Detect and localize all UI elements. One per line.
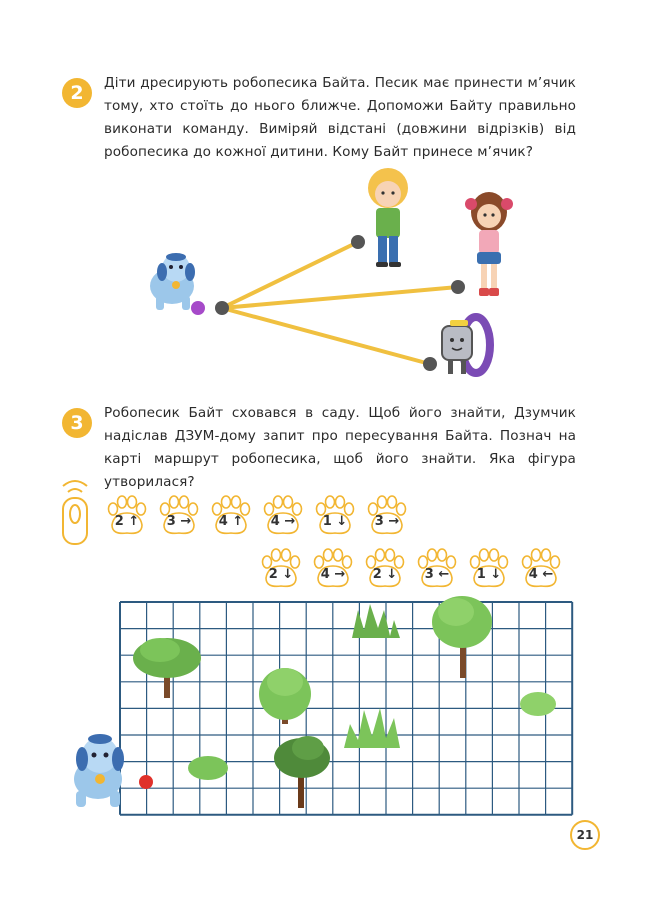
distance-diagram xyxy=(0,160,650,390)
task-3-number: 3 xyxy=(62,408,92,438)
command-label: 2 ↑ xyxy=(114,514,140,529)
girl-illustration xyxy=(465,192,513,296)
command-label: 1 ↓ xyxy=(476,567,502,582)
tree-1 xyxy=(133,638,201,698)
point-robot xyxy=(423,357,437,371)
row2-paw-2 xyxy=(310,548,356,590)
command-label: 3 ← xyxy=(424,567,450,582)
row2-paw-6 xyxy=(518,548,564,590)
robot-illustration xyxy=(442,317,490,374)
point-girl xyxy=(451,280,465,294)
row1-paw-1 xyxy=(104,495,150,537)
row2-paw-5 xyxy=(466,548,512,590)
command-label: 4 ← xyxy=(528,567,554,582)
segment-to-robot xyxy=(222,308,430,364)
command-label: 4 ↑ xyxy=(218,514,244,529)
task-2-text: Діти дресирують робопесика Байта. Песик має принести м’ячик тому, хто стоїть до нього ближче. Допоможи Байту правильно виконати команду. Виміряй відстані (довжини відрізків) від робопесика до кожної дитини. Кому Байт принесе м’ячик? xyxy=(104,75,576,160)
tree-2 xyxy=(259,668,311,724)
task-2-number: 2 xyxy=(62,78,92,108)
command-label: 2 ↓ xyxy=(372,567,398,582)
row1-paw-6 xyxy=(364,495,410,537)
row2-paw-4 xyxy=(414,548,460,590)
command-label: 2 ↓ xyxy=(268,567,294,582)
point-boy xyxy=(351,235,365,249)
command-label: 3 → xyxy=(374,514,400,529)
tree-4 xyxy=(432,596,492,678)
command-label: 4 → xyxy=(320,567,346,582)
bush-1 xyxy=(188,756,228,780)
command-label: 4 → xyxy=(270,514,296,529)
row1-paw-4 xyxy=(260,495,306,537)
row1-paw-5 xyxy=(312,495,358,537)
boy-illustration xyxy=(368,168,408,267)
row2-paw-3 xyxy=(362,548,408,590)
robodog-illustration xyxy=(150,253,205,315)
tree-3 xyxy=(274,736,330,808)
command-label: 3 → xyxy=(166,514,192,529)
map-grid xyxy=(120,602,572,815)
page-number: 21 xyxy=(570,820,600,850)
bush-2 xyxy=(520,692,556,716)
robodog-at-map xyxy=(62,725,142,810)
row2-paw-1 xyxy=(258,548,304,590)
row1-paw-3 xyxy=(208,495,254,537)
grass-2 xyxy=(344,708,400,748)
row1-paw-2 xyxy=(156,495,202,537)
task-3-text: Робопесик Байт сховався в саду. Щоб його знайти, Дзумчик надіслав ДЗУМ-дому запит про пересування Байта. Познач на карті маршрут робопесика, щоб його знайти. Яка фігура утворилася? xyxy=(104,405,576,490)
point-dog xyxy=(215,301,229,315)
remote-control-icon xyxy=(55,478,95,548)
command-label: 1 ↓ xyxy=(322,514,348,529)
